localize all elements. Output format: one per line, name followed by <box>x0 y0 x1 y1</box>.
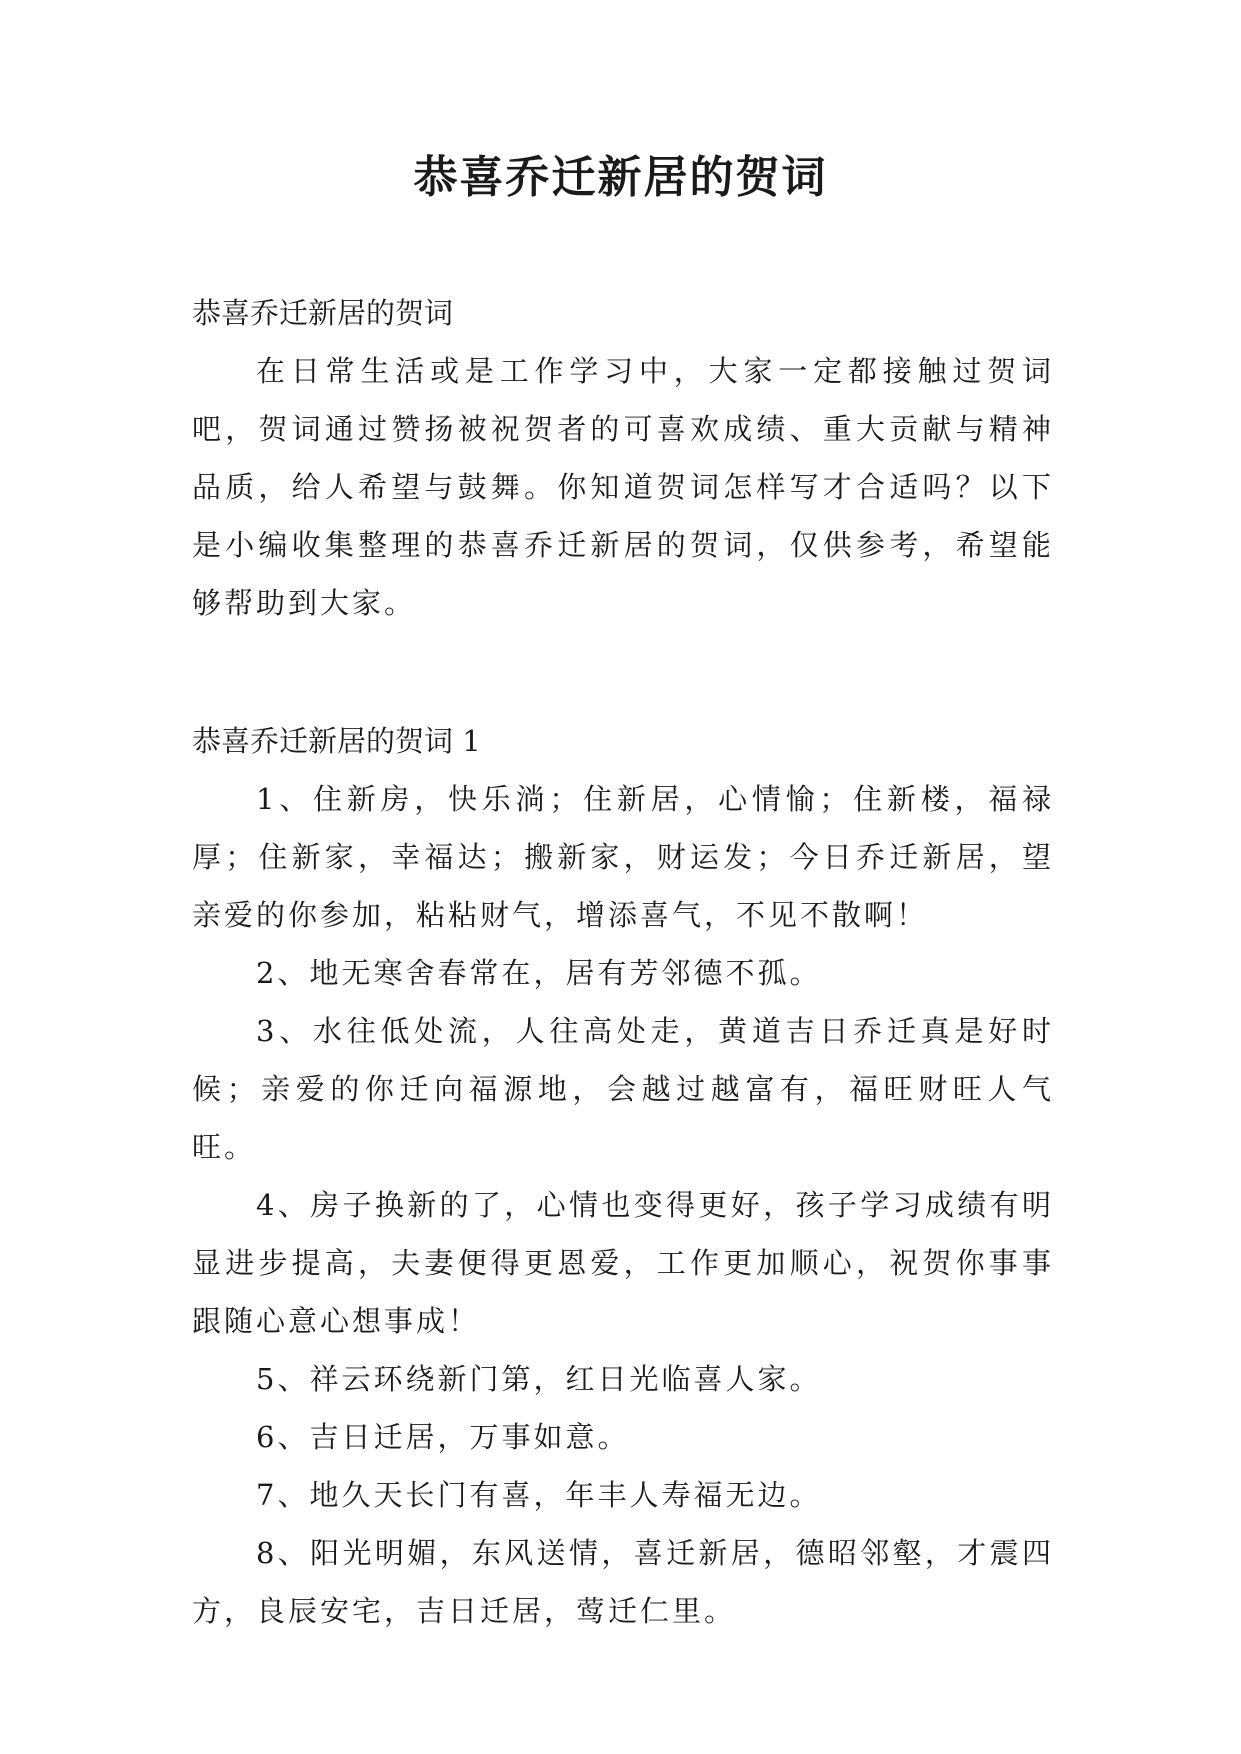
section-heading: 恭喜乔迁新居的贺词 1 <box>192 724 481 758</box>
greeting-item: 5、祥云环绕新门第，红日光临喜人家。 <box>256 1362 822 1396</box>
document-body <box>192 284 1054 1640</box>
document-title: 恭喜乔迁新居的贺词 <box>413 152 828 203</box>
greeting-item: 7、地久天长门有喜，年丰人寿福无边。 <box>256 1478 822 1512</box>
greeting-item: 8、阳光明媚，东风送情，喜迁新居，德昭邻壑，才震四方，良辰安宅，吉日迁居，莺迁仁里。 <box>192 1536 1054 1628</box>
greeting-item: 6、吉日迁居，万事如意。 <box>256 1420 630 1454</box>
greeting-item: 3、水往低处流，人往高处走，黄道吉日乔迁真是好时候；亲爱的你迁向福源地，会越过越富有，福旺财旺人气旺。 <box>192 1014 1054 1164</box>
greeting-item: 2、地无寒舍春常在，居有芳邻德不孤。 <box>256 956 822 990</box>
greeting-item: 1、住新房，快乐淌；住新居，心情愉；住新楼，福禄厚；住新家，幸福达；搬新家，财运发；今日乔迁新居，望亲爱的你参加，粘粘财气，增添喜气，不见不散啊！ <box>192 782 1054 932</box>
section-spacer <box>192 632 1054 712</box>
document-subtitle: 恭喜乔迁新居的贺词 <box>192 296 454 330</box>
greeting-item: 4、房子换新的了，心情也变得更好，孩子学习成绩有明显进步提高，夫妻便得更恩爱，工作更加顺心，祝贺你事事跟随心意心想事成！ <box>192 1188 1054 1338</box>
intro-paragraph: 在日常生活或是工作学习中，大家一定都接触过贺词吧，贺词通过赞扬被祝贺者的可喜欢成绩、重大贡献与精神品质，给人希望与鼓舞。你知道贺词怎样写才合适吗？以下是小编收集整理的恭喜乔迁新居的贺词，仅供参考，希望能够帮助到大家。 <box>192 354 1054 620</box>
